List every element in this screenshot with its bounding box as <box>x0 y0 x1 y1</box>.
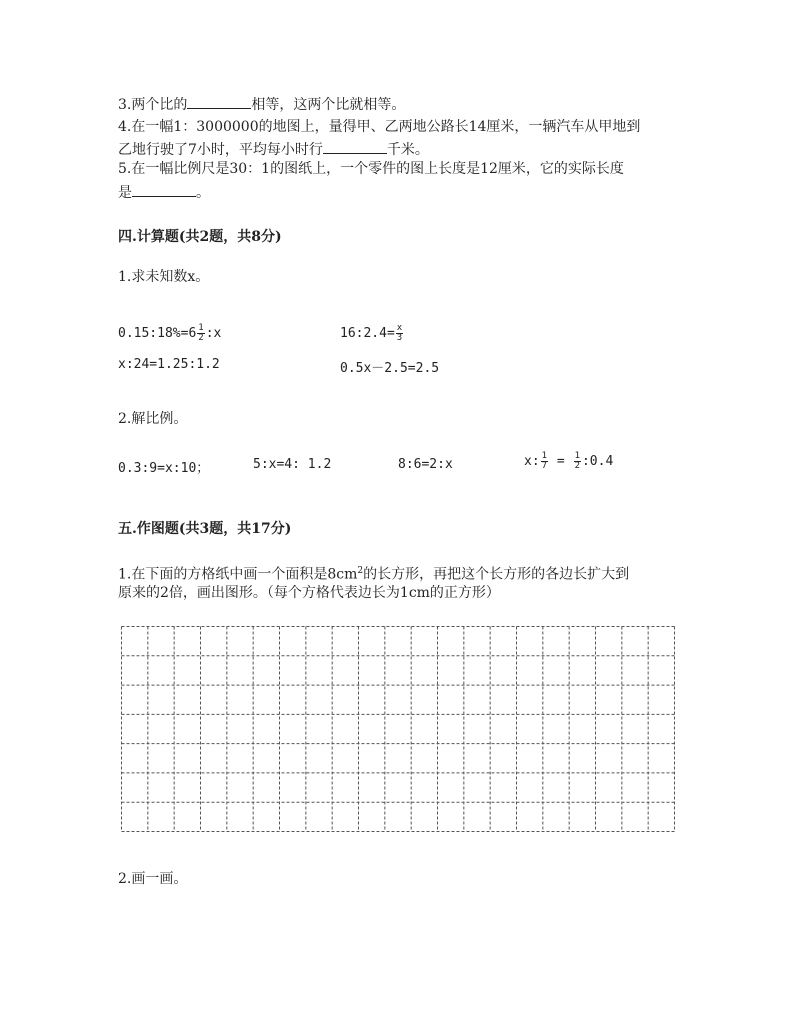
answer-blank[interactable] <box>187 94 251 109</box>
fraction-denominator: 7 <box>541 461 548 471</box>
eq-text: :x <box>205 326 222 341</box>
calc-q1-eq3: x:24=1.25:1.2 <box>118 357 220 372</box>
question-3 <box>118 94 405 114</box>
calc-q2-eq3: 8:6=2:x <box>398 457 453 472</box>
fraction <box>197 324 204 343</box>
drawing-q1-text-b: 的长方形，再把这个长方形的各边长扩大到 <box>363 566 630 583</box>
calc-q1-eq1 <box>118 324 221 343</box>
question-4-line1: 4.在一幅1：3000000的地图上，量得甲、乙两地公路长14厘米，一辆汽车从甲地到 <box>118 119 641 135</box>
calc-q2-prompt: 2.解比例。 <box>118 411 188 427</box>
drawing-q1-line1 <box>118 562 629 584</box>
question-4-text-a: 乙地行驶了7小时，平均每小时行 <box>118 142 323 158</box>
question-3-text-b: 相等，这两个比就相等。 <box>251 97 406 113</box>
question-5-line1: 5.在一幅比例尺是30：1的图纸上，一个零件的图上长度是12厘米，它的实际长度 <box>118 161 624 177</box>
drawing-q1-text-a: 1.在下面的方格纸中画一个面积是8cm <box>118 566 358 583</box>
grid-paper[interactable] <box>121 626 675 832</box>
eq-text: :0.4 <box>581 454 614 469</box>
fraction-numerator: 1 <box>574 451 580 461</box>
eq-text: 0.15:18%=6 <box>118 326 197 341</box>
answer-blank[interactable] <box>323 139 387 154</box>
fraction-denominator: 2 <box>574 461 580 471</box>
fraction <box>396 324 403 343</box>
calc-q1-prompt: 1.求未知数x。 <box>118 269 210 285</box>
fraction-denominator: 2 <box>198 333 204 343</box>
calc-q1-eq2 <box>340 324 404 343</box>
question-5-line2 <box>118 182 210 202</box>
calc-q2-eq2: 5:x=4: 1.2 <box>253 457 332 472</box>
question-4-text-b: 千米。 <box>386 142 429 158</box>
answer-blank[interactable] <box>132 182 196 197</box>
calc-q2-eq4 <box>524 452 613 471</box>
section-4-heading: 四.计算题(共2题，共8分) <box>118 229 282 245</box>
drawing-q2-prompt: 2.画一画。 <box>118 871 188 887</box>
question-5-text-a: 是 <box>118 185 132 201</box>
calc-q2-eq1: 0.3:9=x:10； <box>118 461 210 476</box>
eq-text: = <box>549 454 573 469</box>
superscript: 2 <box>357 566 364 576</box>
fraction-numerator: x <box>396 323 403 333</box>
fraction <box>541 452 548 471</box>
question-5-text-b: 。 <box>196 185 210 201</box>
fraction <box>574 452 581 471</box>
fraction-numerator: 1 <box>541 451 548 461</box>
eq-text: x: <box>524 454 540 469</box>
fraction-denominator: 3 <box>396 333 403 343</box>
calc-q1-eq4: 0.5x－2.5=2.5 <box>340 361 440 376</box>
question-4-line2 <box>118 139 429 159</box>
eq-text: 16:2.4= <box>340 326 395 341</box>
question-3-text-a: 3.两个比的 <box>118 97 188 113</box>
fraction-numerator: 1 <box>198 323 204 333</box>
drawing-q1-line2: 原来的2倍，画出图形。（每个方格代表边长为1cm的正方形） <box>118 585 500 601</box>
section-5-heading: 五.作图题(共3题，共17分) <box>118 521 292 537</box>
